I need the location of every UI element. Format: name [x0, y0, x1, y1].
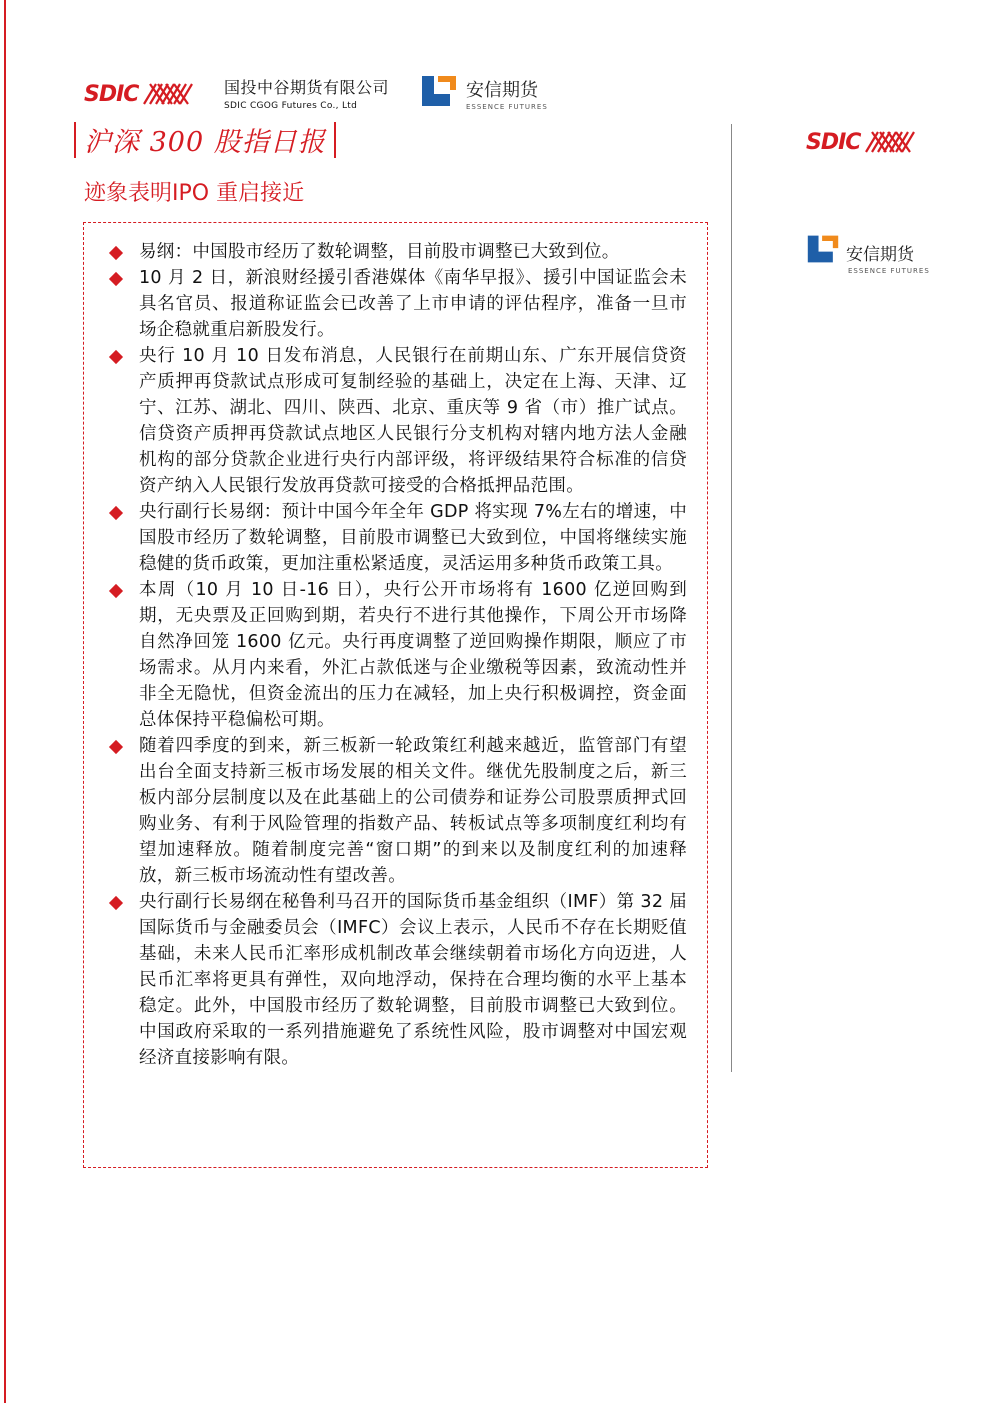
sdic-logo-text: SDIC — [84, 81, 139, 107]
news-bullet-item — [84, 889, 689, 1071]
sdic-hatch-icon — [140, 80, 196, 108]
company-name-en: SDIC CGOG Futures Co., Ltd — [224, 101, 358, 111]
sidebar-essence-mark-icon — [806, 232, 840, 266]
essence-name-en: ESSENCE FUTURES — [466, 103, 548, 111]
news-content-box — [83, 222, 708, 1168]
sdic-logo — [84, 78, 196, 110]
news-bullet-item — [84, 239, 689, 265]
diamond-bullet-icon — [109, 740, 123, 754]
diamond-bullet-icon — [109, 896, 123, 910]
news-bullet-text: 随着四季度的到来，新三板新一轮政策红利越来越近，监管部门有望出台全面支持新三板市场发展的相关文件。继优先股制度之后，新三板内部分层制度以及在此基础上的公司债券和证券公司股票质押式回购业务、有利于风险管理的指数产品、转板试点等多项制度红利均有望加速释放。随着制度完善“窗口期”的到来以及制度红利的加速释放，新三板市场流动性有望改善。 — [139, 736, 687, 886]
report-title-block — [74, 120, 336, 159]
news-bullet-list — [84, 223, 707, 1071]
sidebar-sdic-hatch-icon — [862, 128, 918, 156]
diamond-bullet-icon — [109, 584, 123, 598]
news-bullet-text: 央行 10 月 10 日发布消息，人民银行在前期山东、广东开展信贷资产质押再贷款试点形成可复制经验的基础上，决定在上海、天津、辽宁、江苏、湖北、四川、陕西、北京、重庆等 9 省（市）推广试点。 信贷资产质押再贷款试点地区人民银行分支机构对辖内地方法人金融机构的部分贷款企业进行央行内部评级，将评级结果符合标准的信贷资产纳入人民银行发放再贷款可接受的合格抵押品范围。 — [139, 346, 687, 496]
company-name-cn: 国投中谷期货有限公司 — [224, 78, 390, 97]
news-bullet-item — [84, 265, 689, 343]
diamond-bullet-icon — [109, 246, 123, 260]
sidebar-sdic-logo-text: SDIC — [806, 129, 861, 155]
essence-mark-icon — [420, 74, 458, 108]
sidebar-essence-name-en: ESSENCE FUTURES — [848, 267, 930, 275]
news-bullet-item — [84, 577, 689, 733]
news-bullet-text: 易纲：中国股市经历了数轮调整，目前股市调整已大致到位。 — [139, 242, 620, 262]
page-edge-line — [4, 0, 6, 1403]
essence-logo — [420, 74, 548, 111]
sidebar-sdic-logo — [806, 128, 918, 156]
diamond-bullet-icon — [109, 350, 123, 364]
sidebar-essence-logo — [806, 232, 930, 275]
diamond-bullet-icon — [109, 506, 123, 520]
column-divider — [731, 124, 732, 1072]
diamond-bullet-icon — [109, 272, 123, 286]
title-bar-right — [334, 122, 336, 158]
report-title: 沪深 300 股指日报 — [84, 127, 326, 158]
news-bullet-text: 央行副行长易纲在秘鲁利马召开的国际货币基金组织（IMF）第 32 届国际货币与金融委员会（IMFC）会议上表示，人民币不存在长期贬值基础，未来人民币汇率形成机制改革会继续朝着市场化方向迈进，人民币汇率将更具有弹性，双向地浮动，保持在合理均衡的水平上基本稳定。此外，中国股市经历了数轮调整，目前股市调整已大致到位。中国政府采取的一系列措施避免了系统性风险，股市调整对中国宏观经济直接影响有限。 — [139, 892, 687, 1068]
news-bullet-item — [84, 343, 689, 499]
news-bullet-text: 本周（10 月 10 日-16 日），央行公开市场将有 1600 亿逆回购到期，无央票及正回购到期，若央行不进行其他操作，下周公开市场降自然净回笼 1600 亿元。央行再度调整了逆回购操作期限，顺应了市场需求。从月内来看，外汇占款低迷与企业缴税等因素，致流动性并非全无隐忧，但资金流出的压力在减轻，加上央行积极调控，资金面总体保持平稳偏松可期。 — [139, 580, 687, 730]
news-bullet-text: 10 月 2 日，新浪财经援引香港媒体《南华早报》、援引中国证监会未具名官员、报道称证监会已改善了上市申请的评估程序，准备一旦市场企稳就重启新股发行。 — [139, 268, 687, 340]
news-bullet-text: 央行副行长易纲：预计中国今年全年 GDP 将实现 7%左右的增速，中国股市经历了数轮调整，目前股市调整已大致到位，中国将继续实施稳健的货币政策，更加注重松紧适度，灵活运用多种货币政策工具。 — [139, 502, 687, 574]
article-headline: 迹象表明IPO 重启接近 — [84, 181, 305, 206]
news-bullet-item — [84, 733, 689, 889]
news-bullet-item — [84, 499, 689, 577]
company-name — [224, 78, 389, 112]
essence-name-cn: 安信期货 — [466, 80, 538, 101]
sidebar-essence-name-cn: 安信期货 — [846, 245, 914, 265]
